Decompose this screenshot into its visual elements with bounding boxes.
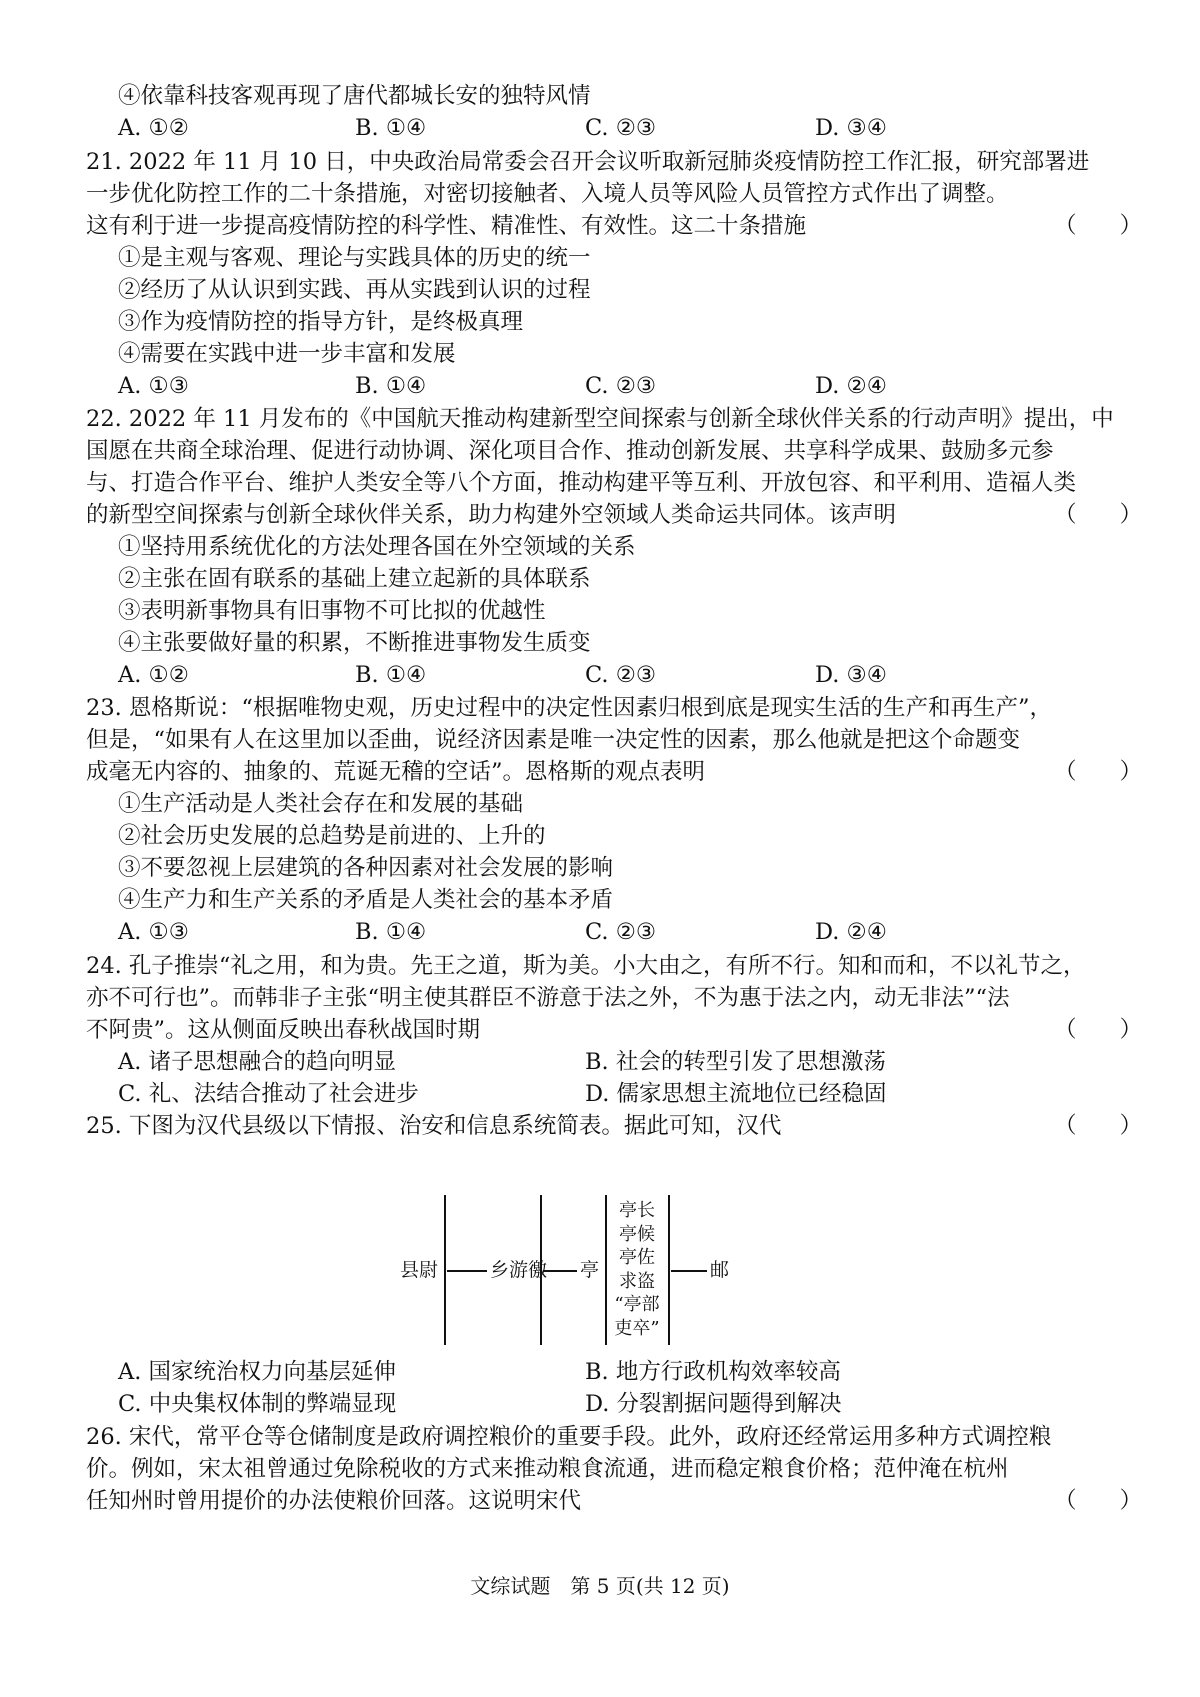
diagram-vertical-line — [605, 1195, 607, 1345]
q23-stem-line-1: 23. 恩格斯说：“根据唯物史观，历史过程中的决定性因素归根到底是现实生活的生产和再生产”， — [86, 695, 1052, 721]
diagram-official: 亭佐 — [619, 1247, 655, 1268]
diagram-vertical-line — [540, 1195, 542, 1345]
diagram-official: 亭候 — [619, 1223, 655, 1245]
q22-item-3: ③表明新事物具有旧事物不可比拟的优越性 — [118, 598, 546, 624]
q25-stem-line-1: 25. 下图为汉代县级以下情报、治安和信息系统简表。据此可知，汉代 — [86, 1113, 782, 1139]
q21-stem-line-2: 一步优化防控工作的二十条措施，对密切接触者、入境人员等风险人员管控方式作出了调整。 — [86, 181, 1009, 207]
diagram-official: 亭长 — [619, 1200, 655, 1221]
q21-option-b: B. ①④ — [355, 373, 427, 399]
diagram-official: “亭部 — [614, 1294, 660, 1315]
q21-item-1: ①是主观与客观、理论与实践具体的历史的统一 — [118, 245, 591, 271]
q22-answer-blank: （ ） — [1054, 502, 1161, 528]
q21-item-3: ③作为疫情防控的指导方针，是终极真理 — [118, 309, 524, 335]
diagram-connector — [543, 1270, 577, 1272]
q22-stem-line-1: 22. 2022 年 11 月发布的《中国航天推动构建新型空间探索与创新全球伙伴关系的行动声明》提出，中 — [86, 406, 1114, 432]
q26-stem-line-2: 价。例如，宋太祖曾通过免除税收的方式来推动粮食流通，进而稳定粮食价格；范仲淹在杭州 — [86, 1456, 1009, 1482]
q21-option-d: D. ②④ — [815, 373, 887, 399]
q20-option-d: D. ③④ — [815, 115, 887, 141]
q21-item-4: ④需要在实践中进一步丰富和发展 — [118, 341, 456, 367]
q23-item-3: ③不要忽视上层建筑的各种因素对社会发展的影响 — [118, 855, 614, 881]
page-footer: 文综试题 第 5 页(共 12 页) — [470, 1574, 730, 1598]
q23-stem-line-3: 成毫无内容的、抽象的、荒诞无稽的空话”。恩格斯的观点表明 — [86, 759, 706, 785]
q24-option-b: B. 社会的转型引发了思想激荡 — [585, 1049, 886, 1075]
q25-option-a: A. 国家统治权力向基层延伸 — [118, 1359, 397, 1385]
diagram-pavilion-label: 亭 — [580, 1259, 600, 1281]
han-system-diagram — [400, 1195, 760, 1345]
q23-item-4: ④生产力和生产关系的矛盾是人类社会的基本矛盾 — [118, 887, 614, 913]
q23-item-1: ①生产活动是人类社会存在和发展的基础 — [118, 791, 524, 817]
q21-item-2: ②经历了从认识到实践、再从实践到认识的过程 — [118, 277, 591, 303]
diagram-post-label: 邮 — [710, 1259, 730, 1281]
q25-option-c: C. 中央集权体制的弊端显现 — [118, 1391, 397, 1417]
q23-item-2: ②社会历史发展的总趋势是前进的、上升的 — [118, 823, 546, 849]
q24-option-d: D. 儒家思想主流地位已经稳固 — [585, 1081, 887, 1107]
q23-option-a: A. ①③ — [118, 919, 189, 945]
q20-option-a: A. ①② — [118, 115, 189, 141]
q20-option-c: C. ②③ — [585, 115, 657, 141]
q25-option-b: B. 地方行政机构效率较高 — [585, 1359, 841, 1385]
q25-option-d: D. 分裂割据问题得到解决 — [585, 1391, 842, 1417]
q23-answer-blank: （ ） — [1054, 759, 1161, 785]
diagram-official: 吏卒” — [614, 1317, 660, 1339]
diagram-official: 求盗 — [619, 1270, 655, 1292]
q24-answer-blank: （ ） — [1054, 1017, 1161, 1043]
diagram-vertical-line — [668, 1195, 670, 1345]
q24-stem-line-2: 亦不可行也”。而韩非子主张“明主使其群臣不游意于法之外，不为惠于法之内，动无非法”“法 — [86, 985, 1010, 1011]
q22-item-2: ②主张在固有联系的基础上建立起新的具体联系 — [118, 566, 591, 592]
q23-option-b: B. ①④ — [355, 919, 427, 945]
q21-option-a: A. ①③ — [118, 373, 189, 399]
q22-stem-line-2: 国愿在共商全球治理、促进行动协调、深化项目合作、推动创新发展、共享科学成果、鼓励多元参 — [86, 438, 1054, 464]
q22-stem-line-4: 的新型空间探索与创新全球伙伴关系，助力构建外空领域人类命运共同体。该声明 — [86, 502, 897, 528]
q23-option-c: C. ②③ — [585, 919, 657, 945]
q22-item-4: ④主张要做好量的积累，不断推进事物发生质变 — [118, 630, 591, 656]
diagram-vertical-line — [444, 1195, 446, 1345]
q24-stem-line-1: 24. 孔子推崇“礼之用，和为贵。先王之道，斯为美。小大由之，有所不行。知和而和，不以礼节之， — [86, 953, 1086, 979]
q22-option-d: D. ③④ — [815, 662, 887, 688]
q26-stem-line-3: 任知州时曾用提价的办法使粮价回落。这说明宋代 — [86, 1488, 582, 1514]
q24-stem-line-3: 不阿贵”。这从侧面反映出春秋战国时期 — [86, 1017, 481, 1043]
diagram-connector — [447, 1270, 487, 1272]
q23-stem-line-2: 但是，“如果有人在这里加以歪曲，说经济因素是唯一决定性的因素，那么他就是把这个命题变 — [86, 727, 1021, 753]
diagram-county-label: 县尉 — [400, 1259, 439, 1281]
q24-option-c: C. 礼、法结合推动了社会进步 — [118, 1081, 419, 1107]
q26-stem-line-1: 26. 宋代，常平仓等仓储制度是政府调控粮价的重要手段。此外，政府还经常运用多种方式调控粮 — [86, 1424, 1052, 1450]
diagram-township-label: 乡游徼 — [490, 1259, 548, 1281]
q22-stem-line-3: 与、打造合作平台、维护人类安全等八个方面，推动构建平等互利、开放包容、和平利用、造福人类 — [86, 470, 1077, 496]
q23-option-d: D. ②④ — [815, 919, 887, 945]
q25-answer-blank: （ ） — [1054, 1113, 1161, 1139]
q26-answer-blank: （ ） — [1054, 1488, 1161, 1514]
q21-stem-line-3: 这有利于进一步提高疫情防控的科学性、精准性、有效性。这二十条措施 — [86, 213, 807, 239]
diagram-connector — [671, 1270, 707, 1272]
q21-answer-blank: （ ） — [1054, 213, 1161, 239]
q21-option-c: C. ②③ — [585, 373, 657, 399]
q20-item-4: ④依靠科技客观再现了唐代都城长安的独特风情 — [118, 83, 591, 109]
q21-stem-line-1: 21. 2022 年 11 月 10 日，中央政治局常委会召开会议听取新冠肺炎疫情防控工作汇报，研究部署进 — [86, 149, 1090, 175]
q24-option-a: A. 诸子思想融合的趋向明显 — [118, 1049, 397, 1075]
q22-option-c: C. ②③ — [585, 662, 657, 688]
q22-item-1: ①坚持用系统优化的方法处理各国在外空领域的关系 — [118, 534, 636, 560]
diagram-officials-list — [612, 1199, 662, 1340]
q22-option-b: B. ①④ — [355, 662, 427, 688]
q22-option-a: A. ①② — [118, 662, 189, 688]
q20-option-b: B. ①④ — [355, 115, 427, 141]
